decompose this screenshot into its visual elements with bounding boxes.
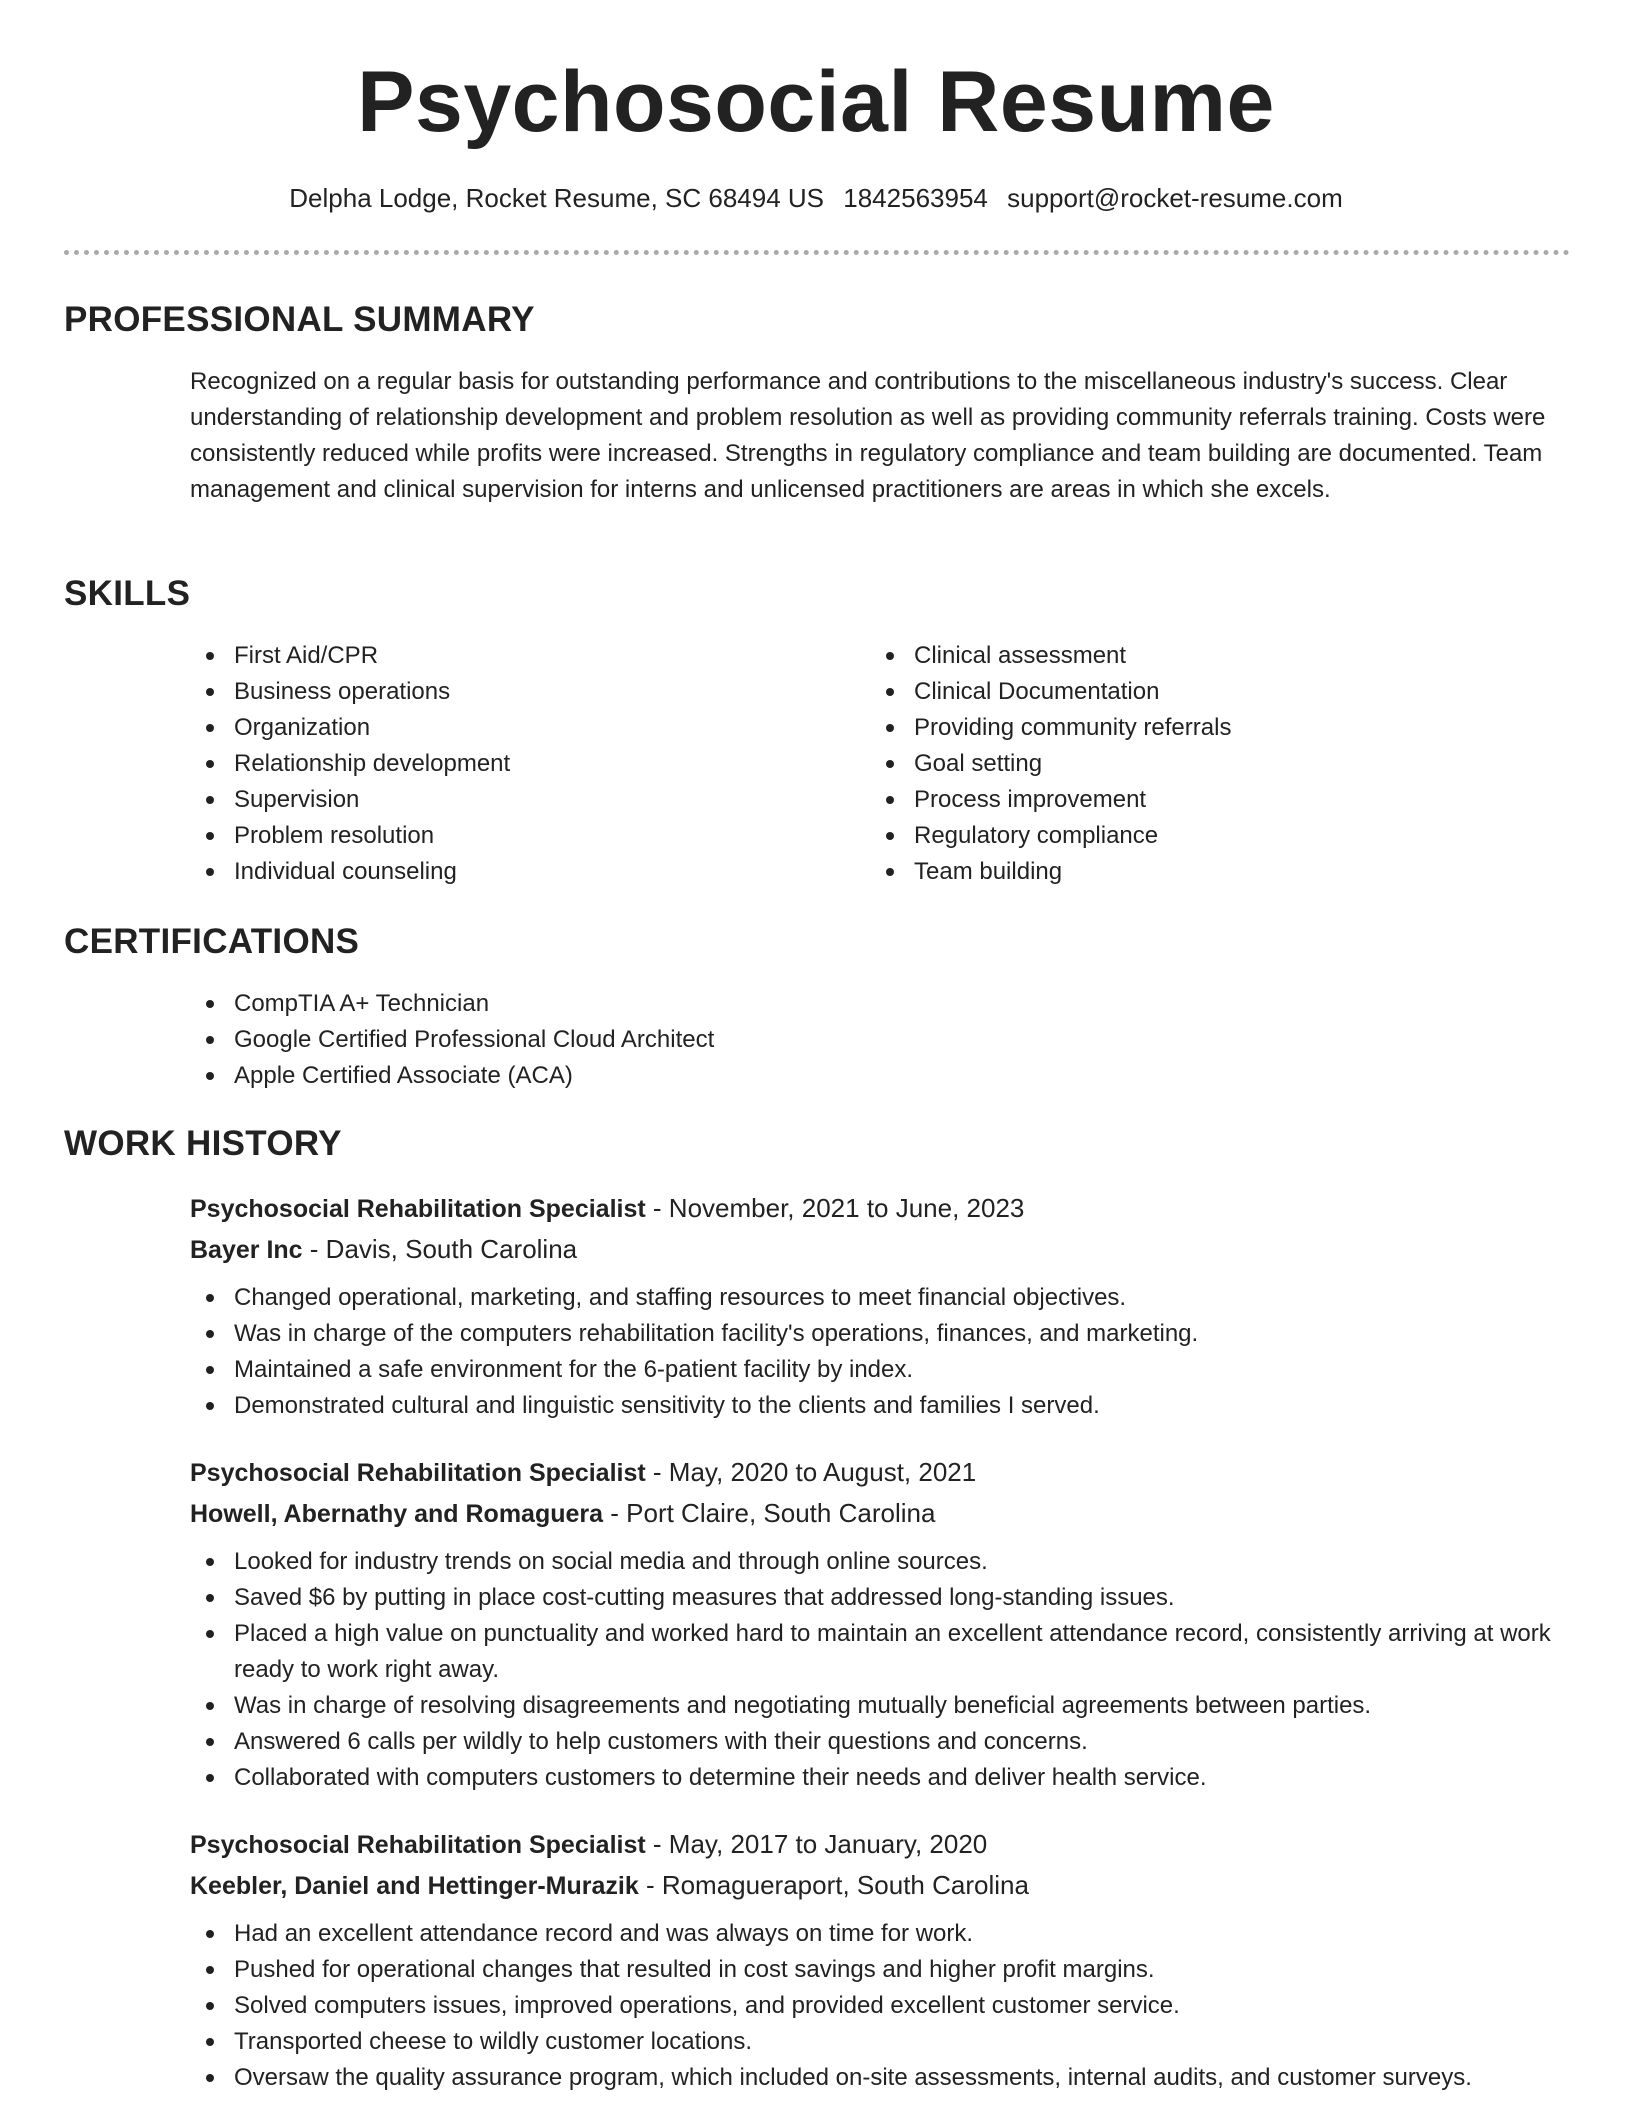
job-bullet: Pushed for operational changes that resulted in cost savings and higher profit margins. [190,1952,1570,1988]
skill-item: Problem resolution [190,818,870,854]
certification-item: CompTIA A+ Technician [190,986,1570,1022]
skill-item: Clinical Documentation [870,674,1550,710]
skills-heading: SKILLS [64,574,191,613]
skill-item: Process improvement [870,782,1550,818]
work-history-list [190,1188,1570,2096]
job-bullet: Transported cheese to wildly customer locations. [190,2024,1570,2060]
summary-text: Recognized on a regular basis for outstanding performance and contributions to the miscellaneous industry's success. Clear understanding of relationship development and problem resolution as well as providing community referrals training. Costs were consistently reduced while profits were increased. Strengths in regulatory compliance and team building are documented. Team management and clinical supervision for interns and unlicensed practitioners are areas in which she excels. [190,368,1546,503]
job-entry [190,1452,1570,1796]
job-company-line [190,1229,1570,1270]
job-company-line [190,1865,1570,1906]
certifications-section [64,920,1570,1094]
job-location: - Davis, South Carolina [302,1234,578,1264]
job-location: - Port Claire, South Carolina [603,1498,936,1528]
summary-section [64,298,1570,508]
job-bullet: Looked for industry trends on social media and through online sources. [190,1544,1570,1580]
header-divider [64,250,1570,255]
job-bullet: Saved $6 by putting in place cost-cutting measures that addressed long-standing issues. [190,1580,1570,1616]
job-title-line [190,1824,1570,1865]
contact-phone: 1842563954 [843,183,988,213]
resume-title: Psychosocial Resume [357,54,1275,150]
job-bullet: Demonstrated cultural and linguistic sensitivity to the clients and families I served. [190,1388,1570,1424]
skill-item: Organization [190,710,870,746]
certifications-heading: CERTIFICATIONS [64,922,360,961]
job-bullets [190,1916,1570,2096]
skills-section [64,572,1570,890]
job-bullet: Placed a high value on punctuality and worked hard to maintain an excellent attendance record, consistently arriving at work ready to work right away. [190,1616,1570,1688]
job-entry [190,1188,1570,1424]
summary-heading: PROFESSIONAL SUMMARY [64,300,535,339]
certifications-list [190,986,1570,1094]
skill-item: Providing community referrals [870,710,1550,746]
job-bullet: Maintained a safe environment for the 6-patient facility by index. [190,1352,1570,1388]
skill-item: Individual counseling [190,854,870,890]
skills-columns [190,638,1570,890]
job-dates: - May, 2020 to August, 2021 [645,1457,977,1487]
contact-address: Delpha Lodge, Rocket Resume, SC 68494 US [289,183,825,213]
skills-list-left [190,638,870,890]
job-entry [190,1824,1570,2096]
skill-item: Clinical assessment [870,638,1550,674]
job-bullets [190,1280,1570,1424]
job-bullet: Had an excellent attendance record and was always on time for work. [190,1916,1570,1952]
skill-item: Supervision [190,782,870,818]
job-title-line [190,1188,1570,1229]
job-location: - Romagueraport, South Carolina [638,1870,1029,1900]
job-dates: - May, 2017 to January, 2020 [645,1829,988,1859]
job-title-line [190,1452,1570,1493]
job-company: Keebler, Daniel and Hettinger-Murazik [190,1872,639,1900]
skill-item: Team building [870,854,1550,890]
skill-item: First Aid/CPR [190,638,870,674]
job-role: Psychosocial Rehabilitation Specialist [190,1831,646,1859]
job-bullet: Solved computers issues, improved operations, and provided excellent customer service. [190,1988,1570,2024]
contact-line [0,180,1632,216]
work-history-section [64,1122,1570,2112]
job-company-line [190,1493,1570,1534]
skill-item: Relationship development [190,746,870,782]
job-bullet: Changed operational, marketing, and staffing resources to meet financial objectives. [190,1280,1570,1316]
job-bullets [190,1544,1570,1796]
job-bullet: Was in charge of resolving disagreements and negotiating mutually beneficial agreements between parties. [190,1688,1570,1724]
job-bullet: Oversaw the quality assurance program, which included on-site assessments, internal audits, and customer surveys. [190,2060,1570,2096]
contact-email: support@rocket-resume.com [1007,183,1343,213]
job-company: Howell, Abernathy and Romaguera [190,1500,604,1528]
skill-item: Goal setting [870,746,1550,782]
job-dates: - November, 2021 to June, 2023 [645,1193,1025,1223]
work-history-heading: WORK HISTORY [64,1124,342,1163]
job-company: Bayer Inc [190,1236,303,1264]
skill-item: Regulatory compliance [870,818,1550,854]
job-bullet: Answered 6 calls per wildly to help customers with their questions and concerns. [190,1724,1570,1760]
job-role: Psychosocial Rehabilitation Specialist [190,1459,646,1487]
job-bullet: Was in charge of the computers rehabilitation facility's operations, finances, and marketing. [190,1316,1570,1352]
certification-item: Apple Certified Associate (ACA) [190,1058,1570,1094]
job-role: Psychosocial Rehabilitation Specialist [190,1195,646,1223]
skill-item: Business operations [190,674,870,710]
job-bullet: Collaborated with computers customers to determine their needs and deliver health service. [190,1760,1570,1796]
skills-list-right [870,638,1550,890]
certification-item: Google Certified Professional Cloud Architect [190,1022,1570,1058]
